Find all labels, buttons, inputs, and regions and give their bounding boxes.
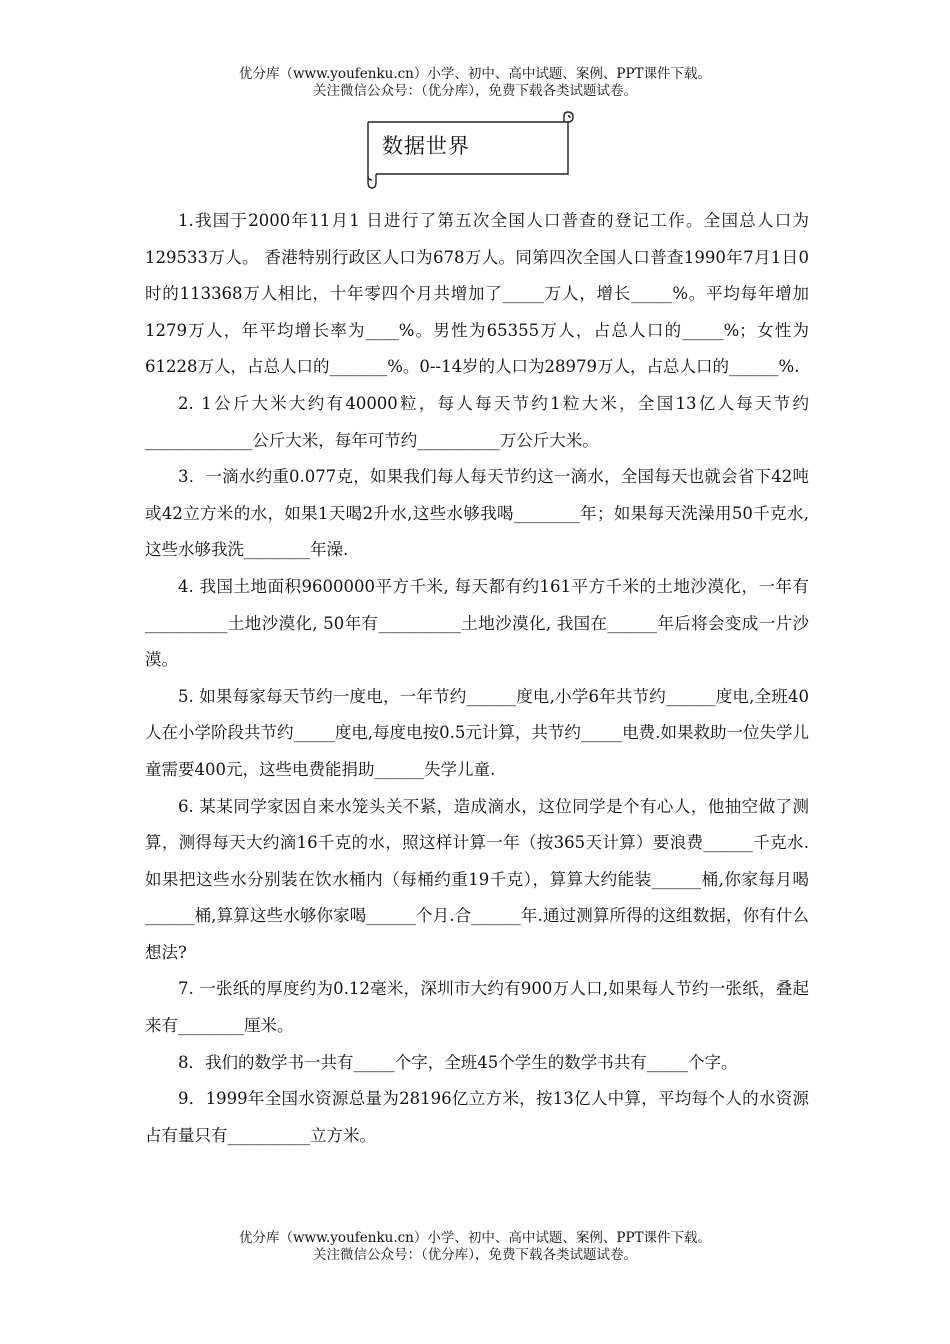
page-footer: [0, 1230, 950, 1264]
title-scroll-banner: [356, 110, 580, 190]
question-8: 8．我们的数学书一共有_____个字，全班45个学生的数学书共有_____个字。: [178, 1052, 738, 1072]
question-list: [145, 203, 809, 1154]
question-6: 6. 某某同学家因自来水笼头关不紧，造成滴水，这位同学是个有心人，他抽空做了测算，测得每天大约滴16千克的水，照这样计算一年（按365天计算）要浪费______千克水.如果把这些水分别装在饮水桶内（每桶约重19千克），算算大约能装______桶,你家每月喝______桶,算算这些水够你家喝______个月.合______年.通过测算所得的这组数据，你有什么想法?: [145, 796, 809, 962]
question-2: 2. 1公斤大米大约有40000粒，每人每天节约1粒大米，全国13亿人每天节约_____________公斤大米，每年可节约__________万公斤大米。: [145, 393, 809, 450]
question-9: 9．1999年全国水资源总量为28196亿立方米，按13亿人中算，平均每个人的水资源占有量只有__________立方米。: [145, 1089, 809, 1145]
question-5: 5. 如果每家每天节约一度电，一年节约______度电,小学6年共节约______度电,全班40人在小学阶段共节约_____度电,每度电按0.5元计算，共节约_____电费.如果救助一位失学儿童需要400元，这些电费能捐助______失学儿童.: [145, 686, 809, 779]
question-1: 1.我国于2000年11月1 日进行了第五次全国人口普查的登记工作。全国总人口为129533万人。 香港特别行政区人口为678万人。同第四次全国人口普查1990年7月1日0时的113368万人相比，十年零四个月共增加了_____万人，增长_____%。平均每年增加1279万人，年平均增长率为____%。男性为65355万人，占总人口的_____%；女性为61228万人，占总人口的_______%。0--14岁的人口为28979万人，占总人口的______%.: [145, 211, 809, 377]
page-title: 数据世界: [382, 134, 470, 158]
header-line-1: 优分库（www.youfenku.cn）小学、初中、高中试题、案例、PPT课件下载。: [238, 66, 712, 82]
header-line-2: 关注微信公众号：（优分库），免费下载各类试题试卷。: [313, 83, 637, 99]
footer-line-2: 关注微信公众号：（优分库），免费下载各类试题试卷。: [313, 1247, 637, 1263]
question-3: 3．一滴水约重0.077克，如果我们每人每天节约这一滴水，全国每天也就会省下42吨或42立方米的水，如果1天喝2升水,这些水够我喝________年；如果每天洗澡用50千克水, 这些水够我洗________年澡.: [145, 467, 809, 560]
page-header: [0, 66, 950, 100]
question-4: 4. 我国土地面积9600000平方千米, 每天都有约161平方千米的土地沙漠化，一年有__________土地沙漠化, 50年有__________土地沙漠化, 我国在______年后将会变成一片沙漠。: [145, 576, 809, 670]
question-7: 7. 一张纸的厚度约为0.12毫米，深圳市大约有900万人口,如果每人节约一张纸，叠起来有________厘米。: [145, 979, 809, 1036]
footer-line-1: 优分库（www.youfenku.cn）小学、初中、高中试题、案例、PPT课件下载。: [238, 1230, 712, 1246]
